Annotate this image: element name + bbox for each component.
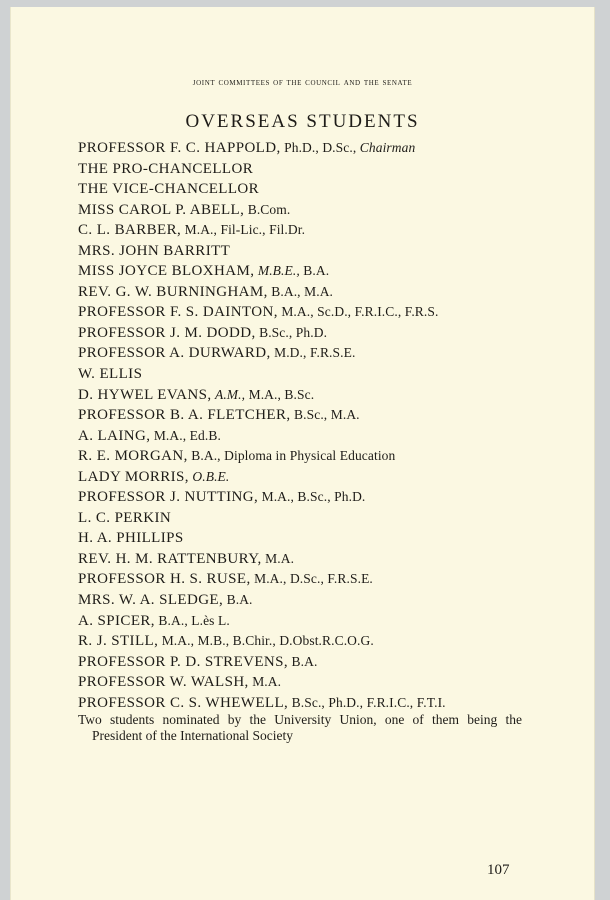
qualifications-text: M.A., M.B., B.Chir., D.Obst.R.C.O.G. (158, 633, 374, 649)
committee-member (78, 261, 558, 282)
committee-member (78, 282, 558, 303)
qualifications-text: M.A., D.Sc., F.R.S.E. (250, 571, 373, 587)
running-head: joint committees of the council and the senate (192, 77, 413, 88)
member-qualifications (181, 222, 305, 237)
committee-member (78, 611, 558, 632)
member-qualifications (268, 284, 333, 299)
qualifications-text: M.A., Ed.B. (150, 427, 221, 443)
committee-member (78, 200, 558, 221)
committee-member-list (78, 138, 558, 713)
qualifications-text: M.A. (261, 550, 295, 566)
member-qualifications (281, 140, 416, 155)
committee-member (78, 631, 558, 652)
committee-member (78, 590, 558, 611)
committee-member (78, 343, 558, 364)
document-page (11, 7, 594, 900)
qualifications-text: M.D., F.R.S.E. (270, 345, 356, 361)
member-name: MISS CAROL P. ABELL, (78, 201, 245, 218)
member-name: THE VICE-CHANCELLOR (78, 181, 260, 198)
qualifications-text: M.A., B.Sc., Ph.D. (258, 489, 366, 505)
member-qualifications (158, 633, 374, 648)
committee-member (78, 405, 558, 426)
committee-note: Two students nominated by the University Union, one of them being the President of the International Society (78, 712, 522, 743)
qualifications-text: B.Sc., Ph.D. (255, 324, 328, 340)
member-name: PROFESSOR F. S. DAINTON, (78, 304, 278, 321)
qualifications-text: B.A., M.A. (267, 283, 334, 299)
member-qualifications (291, 407, 360, 422)
member-name: A. LAING, (78, 427, 151, 444)
member-name: PROFESSOR J. NUTTING, (78, 489, 259, 506)
qualifications-text: B.Sc., Ph.D., F.R.I.C., F.T.I. (288, 694, 446, 710)
member-qualifications (258, 489, 365, 504)
member-name: PROFESSOR F. C. HAPPOLD, (78, 140, 281, 156)
member-name: MRS. W. A. SLEDGE, (78, 592, 224, 609)
member-name: C. L. BARBER, (78, 222, 182, 239)
member-name: PROFESSOR J. M. DODD, (78, 324, 256, 341)
member-qualifications (212, 387, 315, 402)
committee-member (78, 693, 558, 714)
committee-member (78, 426, 558, 447)
qualifications-trailing: B.A. (299, 263, 330, 279)
member-qualifications (249, 674, 281, 689)
member-qualifications (254, 263, 329, 278)
member-name: MISS JOYCE BLOXHAM, (78, 263, 255, 280)
member-name: PROFESSOR P. D. STREVENS, (78, 653, 289, 670)
member-qualifications (278, 304, 439, 319)
member-name: R. J. STILL, (78, 633, 159, 650)
member-name: THE PRO-CHANCELLOR (78, 160, 254, 177)
member-qualifications (188, 448, 396, 463)
member-name: L. C. PERKIN (78, 509, 172, 526)
member-qualifications (262, 551, 294, 566)
committee-member (78, 569, 558, 590)
committee-member (78, 652, 558, 673)
qualifications-text: M.A., Sc.D., F.R.I.C., F.R.S. (277, 304, 439, 320)
member-name: PROFESSOR W. WALSH, (78, 674, 249, 691)
committee-member (78, 672, 558, 693)
committee-member (78, 220, 558, 241)
committee-member (78, 467, 558, 488)
member-name: D. HYWEL EVANS, (78, 386, 212, 403)
member-qualifications (244, 202, 290, 217)
qualifications-text: M.A. (248, 674, 282, 690)
member-qualifications (288, 695, 445, 710)
qualifications-text: B.Sc., M.A. (290, 407, 360, 423)
member-qualifications (223, 592, 252, 607)
member-name: PROFESSOR A. DURWARD, (78, 345, 271, 362)
member-qualifications (189, 469, 229, 484)
member-name: PROFESSOR C. S. WHEWELL, (78, 694, 289, 711)
member-name: H. A. PHILLIPS (78, 530, 184, 547)
committee-member (78, 528, 558, 549)
committee-member (78, 302, 558, 323)
member-qualifications (150, 428, 221, 443)
member-name: REV. G. W. BURNINGHAM, (78, 283, 268, 300)
page-number: 107 (487, 862, 510, 878)
qualifications-text: M.A., Fil-Lic., Fil.Dr. (181, 222, 306, 238)
member-qualifications (288, 654, 317, 669)
member-qualifications (251, 571, 373, 586)
qualifications-italic: O.B.E. (192, 468, 230, 484)
qualifications-italic: Chairman (359, 140, 416, 155)
member-qualifications (271, 345, 356, 360)
committee-member (78, 508, 558, 529)
qualifications-trailing: M.A., B.Sc. (245, 386, 315, 402)
committee-member (78, 323, 558, 344)
qualifications-text: B.A. (288, 653, 318, 669)
committee-member (78, 446, 558, 467)
member-name: R. E. MORGAN, (78, 448, 188, 465)
qualifications-text: B.Com. (244, 201, 291, 217)
qualifications-text: B.A., L.ès L. (154, 612, 230, 628)
committee-member (78, 487, 558, 508)
member-name: PROFESSOR B. A. FLETCHER, (78, 407, 291, 424)
committee-member (78, 549, 558, 570)
member-qualifications (256, 325, 327, 340)
member-name: W. ELLIS (78, 366, 143, 383)
committee-member (78, 159, 558, 180)
qualifications-italic: A.M., (214, 386, 246, 402)
committee-member (78, 364, 558, 385)
committee-member (78, 179, 558, 200)
member-qualifications (155, 613, 230, 628)
committee-member (78, 385, 558, 406)
qualifications-text: Ph.D., D.Sc., (280, 140, 360, 155)
member-name: A. SPICER, (78, 612, 155, 629)
section-title: OVERSEAS STUDENTS (185, 111, 420, 132)
committee-member (78, 138, 558, 159)
committee-member (78, 241, 558, 262)
member-name: REV. H. M. RATTENBURY, (78, 550, 262, 567)
qualifications-text: B.A., Diploma in Physical Education (187, 448, 396, 464)
member-name: MRS. JOHN BARRITT (78, 242, 231, 259)
member-name: PROFESSOR H. S. RUSE, (78, 571, 251, 588)
member-name: LADY MORRIS, (78, 468, 189, 485)
qualifications-text: B.A. (223, 592, 253, 608)
qualifications-italic: M.B.E., (257, 263, 300, 279)
